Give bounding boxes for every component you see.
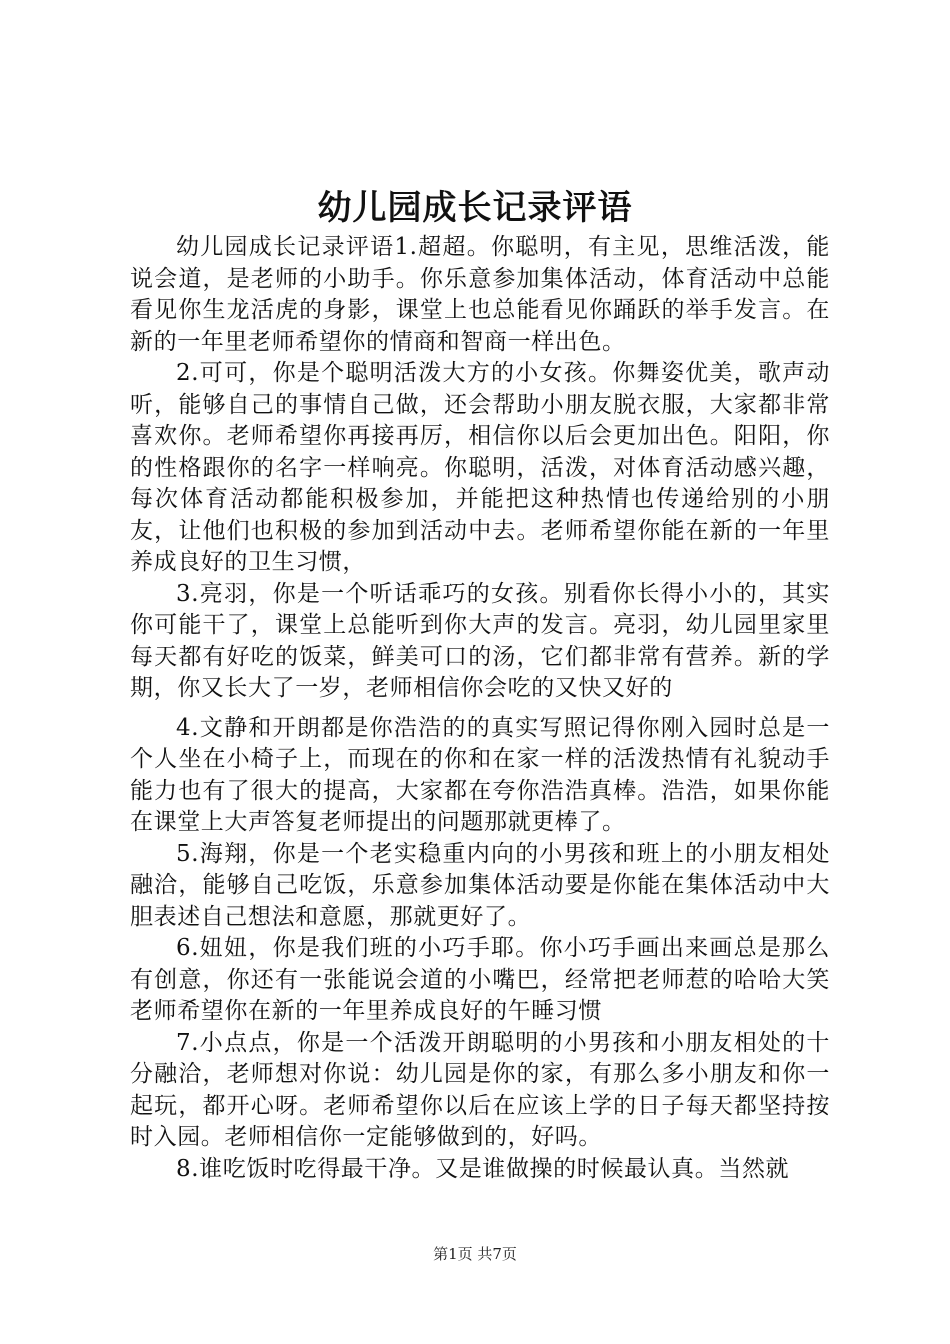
paragraph-8: 8.谁吃饭时吃得最干净。又是谁做操的时候最认真。当然就: [176, 1155, 790, 1182]
paragraph-5: 5.海翔，你是一个老实稳重内向的小男孩和班上的小朋友相处融洽，能够自己吃饭，乐意参加集体活动要是你能在集体活动中大胆表述自己想法和意愿，那就更好了。: [130, 840, 830, 930]
paragraph-2: 2.可可，你是个聪明活泼大方的小女孩。你舞姿优美，歌声动听，能够自己的事情自己做，还会帮助小朋友脱衣服，大家都非常喜欢你。老师希望你再接再厉，相信你以后会更加出色。阳阳，你的性格跟你的名字一样响亮。你聪明，活泼，对体育活动感兴趣，每次体育活动都能积极参加，并能把这种热情也传递给别的小朋友，让他们也积极的参加到活动中去。老师希望你能在新的一年里养成良好的卫生习惯，: [130, 360, 830, 575]
page-number-footer: 第1页 共7页: [433, 1245, 517, 1263]
document-title: 幼儿园成长记录评语: [317, 188, 633, 228]
paragraph-3: 3.亮羽，你是一个听话乖巧的女孩。别看你长得小小的，其实你可能干了，课堂上总能听到你大声的发言。亮羽，幼儿园里家里每天都有好吃的饭菜，鲜美可口的汤，它们都非常有营养。新的学期，你又长大了一岁，老师相信你会吃的又快又好的: [130, 580, 830, 701]
paragraph-6: 6.妞妞，你是我们班的小巧手耶。你小巧手画出来画总是那么有创意，你还有一张能说会道的小嘴巴，经常把老师惹的哈哈大笑老师希望你在新的一年里养成良好的午睡习惯: [130, 935, 830, 1024]
paragraph-4: 4.文静和开朗都是你浩浩的的真实写照记得你刚入园时总是一个人坐在小椅子上，而现在的你和在家一样的活泼热情有礼貌动手能力也有了很大的提高，大家都在夸你浩浩真棒。浩浩，如果你能在课堂上大声答复老师提出的问题那就更棒了。: [130, 714, 830, 835]
document-body: [130, 232, 830, 1185]
paragraph-7: 7.小点点，你是一个活泼开朗聪明的小男孩和小朋友相处的十分融洽，老师想对你说：幼儿园是你的家，有那么多小朋友和你一起玩，都开心呀。老师希望你以后在应该上学的日子每天都坚持按时入园。老师相信你一定能够做到的，好吗。: [130, 1029, 830, 1150]
paragraph-1: 幼儿园成长记录评语1.超超。你聪明，有主见，思维活泼，能说会道，是老师的小助手。你乐意参加集体活动，体育活动中总能看见你生龙活虎的身影，课堂上也总能看见你踊跃的举手发言。在新的一年里老师希望你的情商和智商一样出色。: [130, 234, 830, 355]
